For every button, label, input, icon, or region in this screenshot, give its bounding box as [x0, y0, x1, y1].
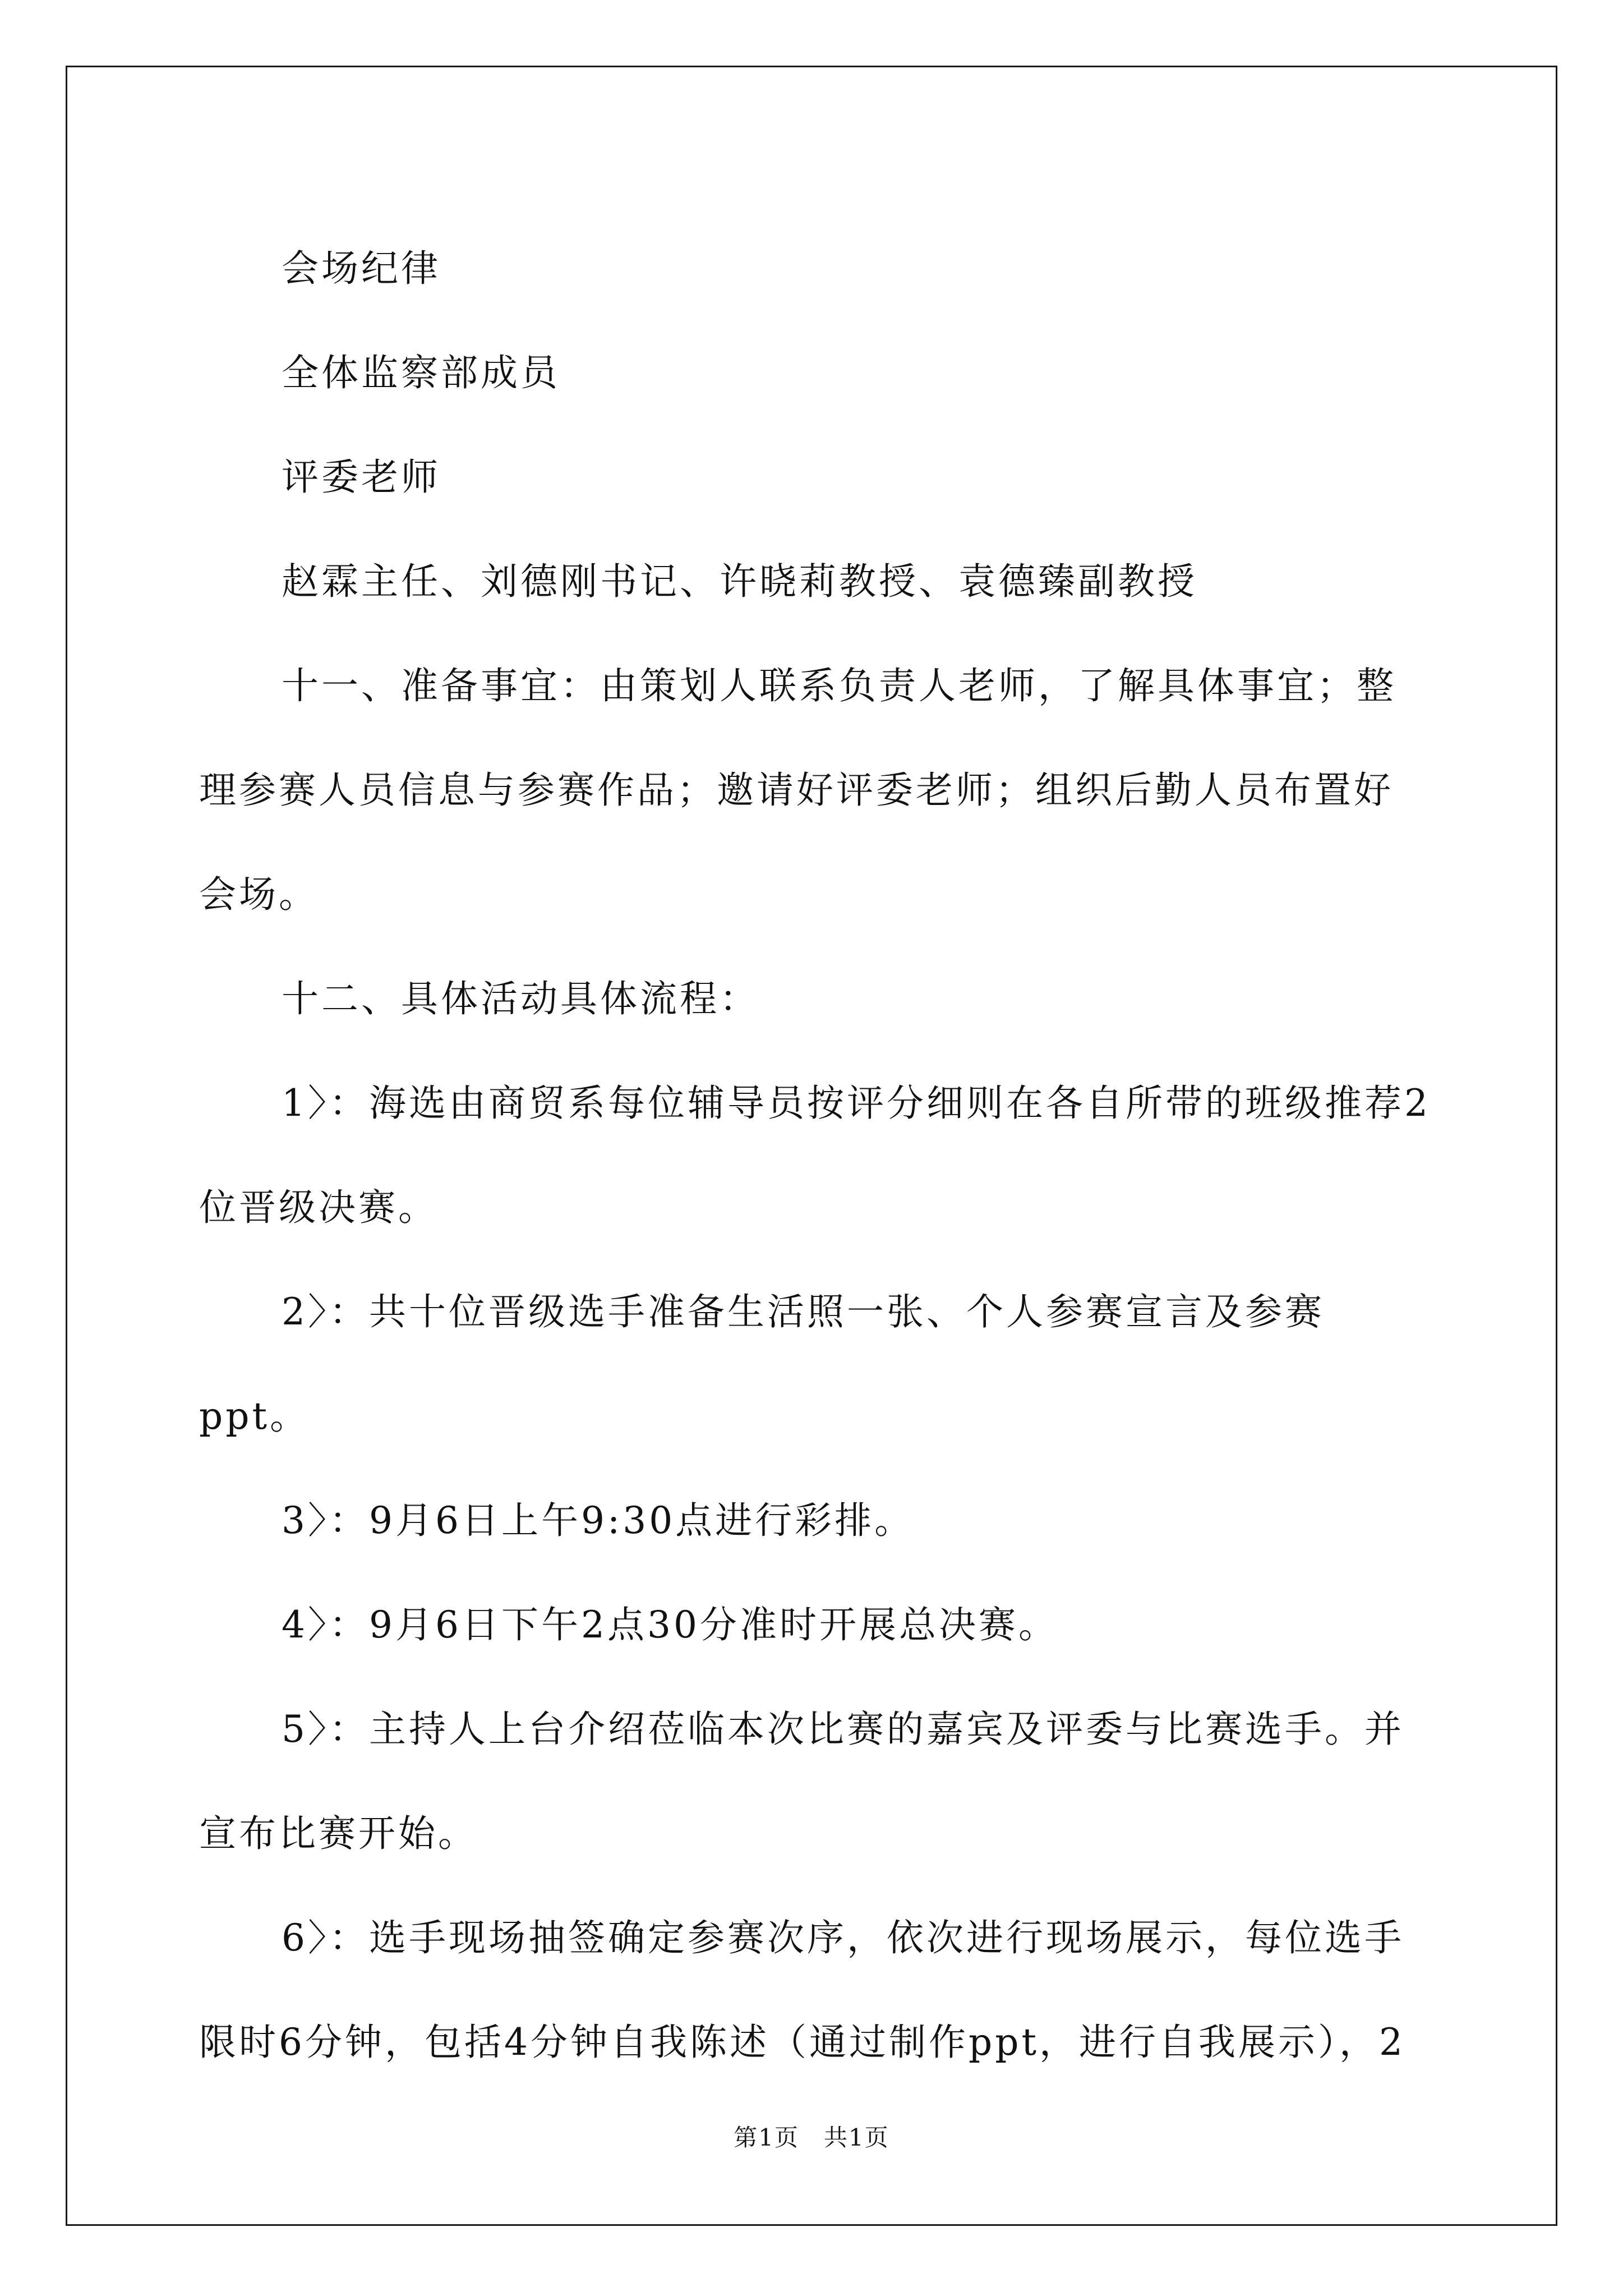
page-number-footer: 第1页 共1页 — [734, 2124, 889, 2151]
paragraph-step-4: 4〉：9月6日下午2点30分准时开展总决赛。 — [282, 1603, 1058, 1646]
paragraph-section-12: 十二、具体活动具体流程： — [282, 977, 759, 1020]
paragraph-step-3: 3〉：9月6日上午9:30点进行彩排。 — [282, 1499, 915, 1542]
paragraph-step-6: 6〉：选手现场抽签确定参赛次序，依次进行现场展示，每位选手限时6分钟，包括4分钟自我陈述（通过制作ppt，进行自我展示），2 — [199, 1916, 1405, 2064]
paragraph-venue-discipline: 会场纪律 — [282, 247, 441, 290]
paragraph-supervision-members: 全体监察部成员 — [282, 351, 560, 394]
document-body — [199, 217, 1433, 2095]
paragraph-judges-list: 赵霖主任、刘德刚书记、许晓莉教授、袁德臻副教授 — [282, 560, 1197, 603]
paragraph-section-11: 十一、准备事宜：由策划人联系负责人老师，了解具体事宜；整理参赛人员信息与参赛作品；邀请好评委老师；组织后勤人员布置好会场。 — [199, 664, 1396, 916]
paragraph-step-2: 2〉：共十位晋级选手准备生活照一张、个人参赛宣言及参赛ppt。 — [199, 1290, 1325, 1438]
paragraph-step-5: 5〉：主持人上台介绍莅临本次比赛的嘉宾及评委与比赛选手。并宣布比赛开始。 — [199, 1708, 1404, 1855]
paragraph-judges-heading: 评委老师 — [282, 455, 441, 499]
paragraph-step-1: 1〉：海选由商贸系每位辅导员按评分细则在各自所带的班级推荐2位晋级决赛。 — [199, 1082, 1431, 1229]
